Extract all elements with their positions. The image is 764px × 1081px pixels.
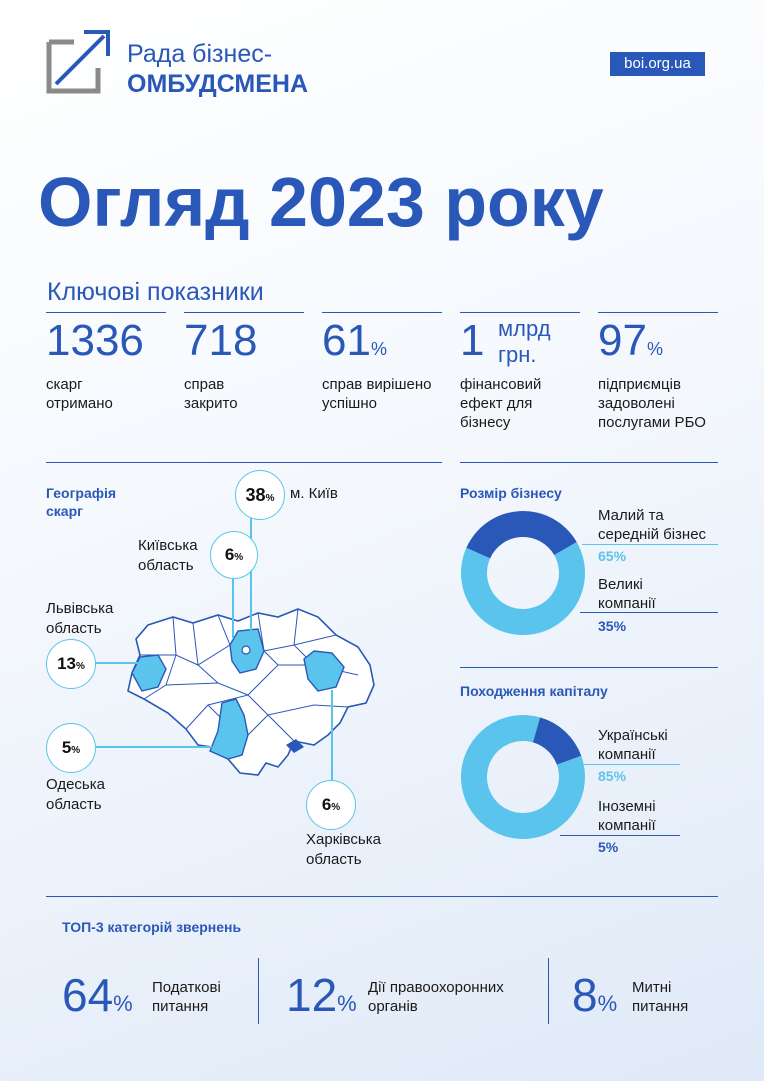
kpi-value: 97% xyxy=(598,316,663,365)
top3-divider xyxy=(548,958,549,1024)
kpi-value: 61% xyxy=(322,316,387,365)
kpi-value: 718 xyxy=(184,316,258,365)
kpi-divider xyxy=(322,312,442,313)
legend-label: Іноземні компанії xyxy=(598,798,656,834)
legend-line xyxy=(584,764,680,765)
top3-divider xyxy=(258,958,259,1024)
legend-label: Малий та середній бізнес xyxy=(598,507,707,543)
top3-label: Дії правоохоронних органів xyxy=(368,979,504,1015)
region-kharkiv-value: 6% xyxy=(306,780,356,830)
donut-slice-1 xyxy=(466,511,576,558)
kpi-value: 1 xyxy=(460,316,485,365)
section-divider xyxy=(460,462,718,463)
region-odesa-label: Одеська область xyxy=(46,776,105,813)
kpi-divider xyxy=(46,312,166,313)
top3-value: 64% xyxy=(62,969,133,1021)
top3-value: 12% xyxy=(286,969,357,1021)
site-link[interactable]: boi.org.ua xyxy=(610,52,705,76)
org-name-line1: Рада бізнес- xyxy=(127,40,273,68)
logo-icon xyxy=(46,28,112,94)
section-divider xyxy=(460,667,718,668)
legend-value: 35% xyxy=(598,618,627,634)
geography-heading: Географія скарг xyxy=(46,485,117,519)
region-kyiv-oblast-value: 6% xyxy=(210,531,258,579)
region-kyiv-oblast-label: Київська область xyxy=(138,537,198,574)
region-kyiv-city-value: 38% xyxy=(235,470,285,520)
page-title: Огляд 2023 року xyxy=(38,163,604,241)
section-divider xyxy=(46,896,718,897)
legend-value: 5% xyxy=(598,839,619,855)
business-size-donut xyxy=(458,508,588,638)
legend-value: 85% xyxy=(598,768,627,784)
kpi-divider xyxy=(460,312,580,313)
connector-line xyxy=(96,662,144,664)
donut-slice-0 xyxy=(461,542,585,635)
ukraine-map xyxy=(118,595,380,785)
connector-line xyxy=(331,690,333,780)
kpi-label: фінансовий ефект для бізнесу xyxy=(460,376,542,431)
key-indicators-heading: Ключові показники xyxy=(47,278,264,306)
capital-origin-donut xyxy=(458,712,588,842)
kpi-label: підприємців задоволені послугами РБО xyxy=(598,376,706,431)
kpi-divider xyxy=(598,312,718,313)
connector-line xyxy=(250,512,252,642)
kpi-label: справ вирішено успішно xyxy=(322,376,432,412)
kpi-unit: млрд грн. xyxy=(498,316,551,367)
legend-line xyxy=(582,544,718,545)
region-odesa-value: 5% xyxy=(46,723,96,773)
legend-label: Українські компанії xyxy=(598,727,668,763)
top3-label: Податкові питання xyxy=(152,979,221,1015)
top3-label: Митні питання xyxy=(632,979,689,1015)
donut-slice-1 xyxy=(533,717,581,764)
kpi-divider xyxy=(184,312,304,313)
legend-value: 65% xyxy=(598,548,627,564)
capital-origin-heading: Походження капіталу xyxy=(460,683,608,699)
connector-line xyxy=(96,746,212,748)
org-name-line2: ОМБУДСМЕНА xyxy=(127,70,309,98)
section-divider xyxy=(46,462,442,463)
region-lviv-value: 13% xyxy=(46,639,96,689)
kpi-value: 1336 xyxy=(46,316,144,365)
business-size-heading: Розмір бізнесу xyxy=(460,485,562,501)
legend-label: Великі компанії xyxy=(598,576,656,612)
top3-value: 8% xyxy=(572,969,618,1021)
kpi-label: скарг отримано xyxy=(46,376,113,412)
region-kharkiv-label: Харківська область xyxy=(306,831,381,868)
top3-heading: ТОП-3 категорій звернень xyxy=(62,919,242,935)
legend-line xyxy=(560,835,680,836)
kpi-label: справ закрито xyxy=(184,376,238,412)
region-lviv-label: Львівська область xyxy=(46,600,114,637)
region-kyiv-city-label: м. Київ xyxy=(290,485,338,502)
